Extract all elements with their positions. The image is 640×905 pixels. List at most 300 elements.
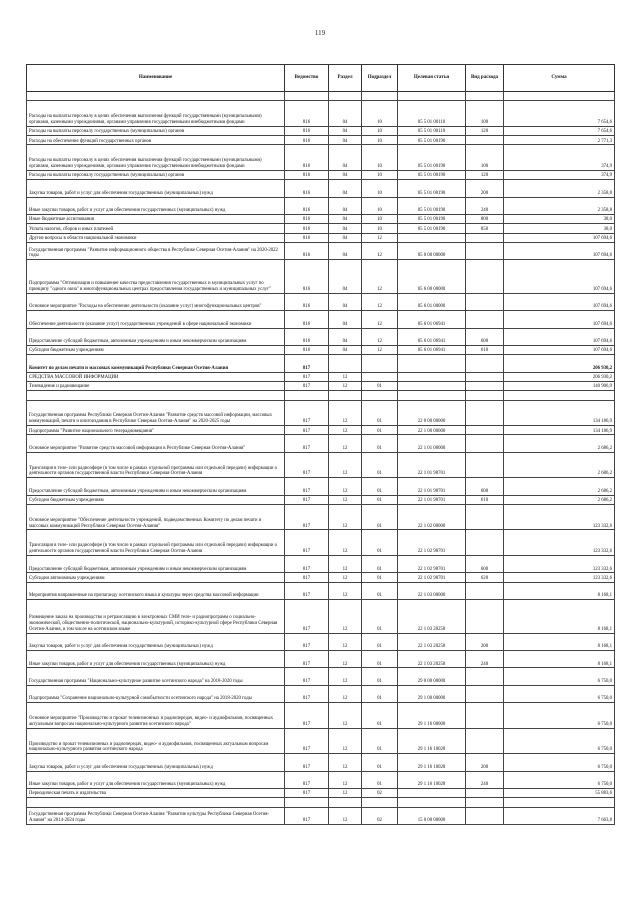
row-expense-type: 100 bbox=[466, 101, 504, 127]
row-name: Другие вопросы в области национальной экономики bbox=[27, 233, 285, 242]
row-target: 05 6 01 06941 bbox=[398, 328, 466, 345]
row-subsection: 01 bbox=[362, 382, 398, 391]
row-section: 12 bbox=[329, 600, 362, 634]
row-expense-type bbox=[466, 435, 504, 452]
row-expense-type bbox=[466, 685, 504, 702]
row-target: 05 5 01 00190 bbox=[398, 224, 466, 233]
row-department: 817 bbox=[285, 754, 329, 771]
table-row bbox=[27, 651, 615, 668]
row-department: 817 bbox=[285, 703, 329, 729]
row-department: 817 bbox=[285, 633, 329, 650]
table-row bbox=[27, 788, 615, 797]
row-amount: 2 686,2 bbox=[504, 478, 615, 495]
table-row bbox=[27, 728, 615, 754]
row-department: 817 bbox=[285, 788, 329, 797]
row-name: Размещение заказа на производство и ретрансляцию в электронных СМИ теле- и радиопрограмм о социально-экономической, общественно-политической, национально-культурной, историко-культурной сфере Республики Северная Осетия-Алания, в том числе на осетинском языке bbox=[27, 600, 285, 634]
row-target: 22 1 02 98701 bbox=[398, 573, 466, 582]
row-subsection: 12 bbox=[362, 260, 398, 294]
row-name: Подпрограмма "Сохранение национально-культурной самобытности осетинского народа" на 2018-2020 годы bbox=[27, 685, 285, 702]
row-target bbox=[398, 92, 466, 101]
row-target: 05 6 01 06941 bbox=[398, 311, 466, 328]
row-expense-type: 600 bbox=[466, 328, 504, 345]
row-department: 816 bbox=[285, 328, 329, 345]
row-amount: 38,0 bbox=[504, 224, 615, 233]
row-department: 817 bbox=[285, 452, 329, 478]
table-row bbox=[27, 170, 615, 179]
row-expense-type bbox=[466, 293, 504, 310]
row-subsection: 12 bbox=[362, 293, 398, 310]
row-subsection: 01 bbox=[362, 754, 398, 771]
row-expense-type: 800 bbox=[466, 214, 504, 223]
row-section: 04 bbox=[329, 180, 362, 197]
row-expense-type bbox=[466, 311, 504, 328]
table-row bbox=[27, 600, 615, 634]
table-row bbox=[27, 242, 615, 259]
row-section: 12 bbox=[329, 400, 362, 426]
row-department: 816 bbox=[285, 293, 329, 310]
row-name: Трансляция в теле- или радиоэфире (в том числе в рамках отдельной программы или отдельной передачи) информации о деятельности органов государственной власти Республики Северная Осетия-Алания bbox=[27, 452, 285, 478]
row-section: 04 bbox=[329, 311, 362, 328]
row-department: 817 bbox=[285, 355, 329, 372]
row-name: Расходы на выплаты персоналу государственных (муниципальных) органов bbox=[27, 126, 285, 135]
table-row bbox=[27, 346, 615, 355]
row-name: Основное мероприятие "Развитие средств массовой информации в Республике Северная Осетия-Алания" bbox=[27, 435, 285, 452]
row-expense-type: 240 bbox=[466, 197, 504, 214]
row-name: Закупка товаров, работ и услуг для обеспечения государственных (муниципальных) нужд bbox=[27, 633, 285, 650]
table-row bbox=[27, 145, 615, 171]
row-expense-type bbox=[466, 530, 504, 556]
table-row bbox=[27, 214, 615, 223]
row-subsection: 01 bbox=[362, 400, 398, 426]
row-expense-type: 100 bbox=[466, 145, 504, 171]
row-subsection: 10 bbox=[362, 101, 398, 127]
header-section: Раздел bbox=[329, 65, 362, 92]
table-row bbox=[27, 504, 615, 530]
row-section: 04 bbox=[329, 197, 362, 214]
row-expense-type bbox=[466, 703, 504, 729]
table-row bbox=[27, 435, 615, 452]
row-name: Мероприятия направленные на пропаганду осетинского языка и культуры через средства массовой информации bbox=[27, 582, 285, 599]
table-row bbox=[27, 180, 615, 197]
row-amount: 2 358,8 bbox=[504, 197, 615, 214]
table-row bbox=[27, 197, 615, 214]
row-subsection: 01 bbox=[362, 452, 398, 478]
row-expense-type bbox=[466, 668, 504, 685]
row-expense-type bbox=[466, 382, 504, 391]
row-target: 22 1 01 98701 bbox=[398, 478, 466, 495]
table-row bbox=[27, 798, 615, 807]
row-name: Основное мероприятие "Производство и прокат телевизионных и радиопередач, видео- и аудиофильмов, посвященных актуальным вопросам национально-культурного развития осетинского народа" bbox=[27, 703, 285, 729]
row-section: 04 bbox=[329, 328, 362, 345]
table-header-row bbox=[27, 65, 615, 92]
table-row bbox=[27, 382, 615, 391]
row-amount: 7 663,8 bbox=[504, 807, 615, 824]
row-amount: 6 750,0 bbox=[504, 754, 615, 771]
table-row bbox=[27, 136, 615, 145]
row-expense-type bbox=[466, 260, 504, 294]
row-department: 817 bbox=[285, 478, 329, 495]
row-subsection: 01 bbox=[362, 478, 398, 495]
row-subsection: 01 bbox=[362, 504, 398, 530]
row-department: 816 bbox=[285, 233, 329, 242]
table-row bbox=[27, 573, 615, 582]
row-name: Государственная программа "Национально-культурное развитие осетинского народа" на 2018-2020 годы bbox=[27, 668, 285, 685]
row-section: 04 bbox=[329, 170, 362, 179]
row-name: Производство и прокат телевизионных и радиопередач, видео- и аудиофильмов, посвященных актуальным вопросам национально-культурного развития осетинского народа bbox=[27, 728, 285, 754]
row-department: 817 bbox=[285, 668, 329, 685]
row-amount: 2 771,3 bbox=[504, 136, 615, 145]
row-target: 29 1 16 10028 bbox=[398, 754, 466, 771]
row-subsection bbox=[362, 391, 398, 400]
row-subsection: 12 bbox=[362, 328, 398, 345]
row-target bbox=[398, 798, 466, 807]
table-row bbox=[27, 391, 615, 400]
row-amount: 7 654,6 bbox=[504, 101, 615, 127]
row-section: 12 bbox=[329, 435, 362, 452]
table-row bbox=[27, 355, 615, 372]
row-subsection: 12 bbox=[362, 233, 398, 242]
table-row bbox=[27, 260, 615, 294]
row-section: 12 bbox=[329, 530, 362, 556]
row-section bbox=[329, 391, 362, 400]
row-section: 04 bbox=[329, 260, 362, 294]
row-subsection: 10 bbox=[362, 214, 398, 223]
row-expense-type bbox=[466, 582, 504, 599]
row-target: 05 5 01 00110 bbox=[398, 126, 466, 135]
row-expense-type bbox=[466, 728, 504, 754]
row-target: 05 5 01 00190 bbox=[398, 180, 466, 197]
row-amount: 107 694,6 bbox=[504, 233, 615, 242]
table-row bbox=[27, 555, 615, 572]
row-target: 05 5 01 00190 bbox=[398, 214, 466, 223]
row-department: 817 bbox=[285, 504, 329, 530]
table-row bbox=[27, 426, 615, 435]
table-row bbox=[27, 685, 615, 702]
row-target: 22 1 01 00000 bbox=[398, 435, 466, 452]
row-department bbox=[285, 391, 329, 400]
row-section: 12 bbox=[329, 382, 362, 391]
table-row bbox=[27, 668, 615, 685]
row-target: 05 0 00 00000 bbox=[398, 242, 466, 259]
row-amount: 107 694,6 bbox=[504, 311, 615, 328]
row-section: 04 bbox=[329, 346, 362, 355]
row-expense-type: 610 bbox=[466, 346, 504, 355]
row-section: 12 bbox=[329, 372, 362, 381]
row-section: 12 bbox=[329, 754, 362, 771]
row-target: 22 0 00 00000 bbox=[398, 400, 466, 426]
table-row bbox=[27, 703, 615, 729]
row-expense-type: 850 bbox=[466, 224, 504, 233]
row-subsection: 01 bbox=[362, 668, 398, 685]
table-row bbox=[27, 101, 615, 127]
row-name: Основное мероприятие "Обеспечение деятельности учреждений, подведомственных Комитету по делам печати и массовых коммуникаций Республики Северная Осетия-Алания" bbox=[27, 504, 285, 530]
header-expense-type: Вид расхода bbox=[466, 65, 504, 92]
row-section: 12 bbox=[329, 555, 362, 572]
row-department: 817 bbox=[285, 426, 329, 435]
table-row bbox=[27, 311, 615, 328]
row-department: 816 bbox=[285, 145, 329, 171]
row-name: Подпрограмма "Оптимизация и повышение качества предоставления государственных и муниципальных услуг по принципу "одного окна" в многофункциональных центрах предоставления государственных и муниципальных услуг" bbox=[27, 260, 285, 294]
row-name: Иные закупки товаров, работ и услуг для обеспечения государственных (муниципальных) нужд bbox=[27, 651, 285, 668]
row-name: Иные закупки товаров, работ и услуг для обеспечения государственных (муниципальных) нужд bbox=[27, 197, 285, 214]
row-subsection: 02 bbox=[362, 807, 398, 824]
row-section: 12 bbox=[329, 771, 362, 788]
row-expense-type bbox=[466, 400, 504, 426]
row-section: 12 bbox=[329, 651, 362, 668]
table-row bbox=[27, 807, 615, 824]
row-subsection: 01 bbox=[362, 582, 398, 599]
row-name: Трансляция в теле- или радиоэфире (в том числе в рамках отдельной программы или отдельной передачи) информации о деятельности органов государственной власти Республики Северная Осетия-Алания bbox=[27, 530, 285, 556]
row-section: 12 bbox=[329, 668, 362, 685]
row-amount: 134 186,9 bbox=[504, 426, 615, 435]
row-department: 817 bbox=[285, 728, 329, 754]
row-section: 04 bbox=[329, 242, 362, 259]
row-target: 29 0 00 00000 bbox=[398, 668, 466, 685]
table-row bbox=[27, 530, 615, 556]
header-target: Целевая статья bbox=[398, 65, 466, 92]
row-department bbox=[285, 798, 329, 807]
row-department: 816 bbox=[285, 242, 329, 259]
row-subsection: 12 bbox=[362, 346, 398, 355]
row-department: 816 bbox=[285, 311, 329, 328]
header-name: Наименование bbox=[27, 65, 285, 92]
row-department: 817 bbox=[285, 530, 329, 556]
row-amount: 6 750,0 bbox=[504, 685, 615, 702]
row-target: 29 1 16 00000 bbox=[398, 703, 466, 729]
row-name: Иные закупки товаров, работ и услуг для обеспечения государственных (муниципальных) нужд bbox=[27, 771, 285, 788]
row-expense-type: 620 bbox=[466, 573, 504, 582]
row-name: Расходы на выплаты персоналу государственных (муниципальных) органов bbox=[27, 170, 285, 179]
table-row bbox=[27, 293, 615, 310]
row-department: 817 bbox=[285, 600, 329, 634]
row-amount: 6 750,0 bbox=[504, 703, 615, 729]
row-subsection: 01 bbox=[362, 573, 398, 582]
row-name: Расходы на выплаты персоналу в целях обеспечения выполнения функций государственными (муниципальными) органами, казенными учреждениями, органами управления государственными внебюджетными фондами bbox=[27, 101, 285, 127]
row-amount: 7 654,6 bbox=[504, 126, 615, 135]
row-target: 05 6 01 06941 bbox=[398, 346, 466, 355]
row-target: 05 6 01 00000 bbox=[398, 293, 466, 310]
row-amount bbox=[504, 92, 615, 101]
row-target: 22 1 02 00000 bbox=[398, 504, 466, 530]
row-name: Уплата налогов, сборов и иных платежей bbox=[27, 224, 285, 233]
row-target: 22 1 03 20258 bbox=[398, 633, 466, 650]
row-target: 22 1 03 20258 bbox=[398, 600, 466, 634]
row-amount: 8 168,1 bbox=[504, 651, 615, 668]
row-section: 12 bbox=[329, 573, 362, 582]
row-name: Предоставление субсидий бюджетным, автономным учреждениям и иным некоммерческим организациям bbox=[27, 555, 285, 572]
row-department: 816 bbox=[285, 260, 329, 294]
row-subsection: 01 bbox=[362, 651, 398, 668]
row-amount: 140 906,9 bbox=[504, 382, 615, 391]
row-amount: 206 930,2 bbox=[504, 372, 615, 381]
row-name: Субсидии бюджетным учреждениям bbox=[27, 495, 285, 504]
row-amount: 107 694,6 bbox=[504, 242, 615, 259]
row-department: 817 bbox=[285, 651, 329, 668]
row-target: 22 1 00 00000 bbox=[398, 426, 466, 435]
row-amount: 6 750,0 bbox=[504, 728, 615, 754]
row-amount: 8 168,1 bbox=[504, 600, 615, 634]
row-department bbox=[285, 92, 329, 101]
row-name: Иные бюджетные ассигнования bbox=[27, 214, 285, 223]
row-name: Государственная программа Республики Северная Осетия-Алания "Развитие культуры Республики Северная Осетия-Алания" на 2014-2024 годы bbox=[27, 807, 285, 824]
row-subsection: 10 bbox=[362, 136, 398, 145]
row-amount: 6 750,0 bbox=[504, 771, 615, 788]
row-expense-type bbox=[466, 242, 504, 259]
row-subsection bbox=[362, 372, 398, 381]
table-row bbox=[27, 224, 615, 233]
row-target: 29 1 00 00000 bbox=[398, 685, 466, 702]
row-section: 04 bbox=[329, 293, 362, 310]
row-subsection: 10 bbox=[362, 224, 398, 233]
table-row bbox=[27, 478, 615, 495]
row-department: 817 bbox=[285, 382, 329, 391]
row-target: 05 5 01 00190 bbox=[398, 197, 466, 214]
table-row bbox=[27, 233, 615, 242]
row-name: СРЕДСТВА МАССОВОЙ ИНФОРМАЦИИ bbox=[27, 372, 285, 381]
table-row bbox=[27, 92, 615, 101]
row-expense-type bbox=[466, 788, 504, 797]
row-amount: 107 694,6 bbox=[504, 293, 615, 310]
row-expense-type: 240 bbox=[466, 651, 504, 668]
row-target: 22 1 02 98701 bbox=[398, 530, 466, 556]
row-target bbox=[398, 233, 466, 242]
row-section bbox=[329, 355, 362, 372]
row-name bbox=[27, 92, 285, 101]
row-target: 29 1 16 10028 bbox=[398, 728, 466, 754]
row-section: 12 bbox=[329, 633, 362, 650]
row-department: 817 bbox=[285, 685, 329, 702]
row-section: 12 bbox=[329, 478, 362, 495]
row-target: 15 0 00 00000 bbox=[398, 807, 466, 824]
row-expense-type bbox=[466, 92, 504, 101]
row-amount: 2 686,2 bbox=[504, 495, 615, 504]
header-amount: Сумма bbox=[504, 65, 615, 92]
row-target: 22 1 03 00000 bbox=[398, 582, 466, 599]
row-department: 816 bbox=[285, 197, 329, 214]
row-expense-type: 600 bbox=[466, 478, 504, 495]
row-subsection: 10 bbox=[362, 180, 398, 197]
row-section bbox=[329, 92, 362, 101]
row-amount: 123 332,6 bbox=[504, 573, 615, 582]
row-expense-type: 240 bbox=[466, 771, 504, 788]
table-row bbox=[27, 754, 615, 771]
row-expense-type: 200 bbox=[466, 754, 504, 771]
row-department: 817 bbox=[285, 495, 329, 504]
row-amount: 107 694,6 bbox=[504, 346, 615, 355]
row-amount: 206 930,2 bbox=[504, 355, 615, 372]
row-expense-type: 120 bbox=[466, 170, 504, 179]
row-name: Основное мероприятие "Расходы на обеспечение деятельности (оказание услуг) многофункциональных центров" bbox=[27, 293, 285, 310]
row-subsection: 12 bbox=[362, 311, 398, 328]
row-expense-type: 200 bbox=[466, 180, 504, 197]
row-amount: 55 883,6 bbox=[504, 788, 615, 797]
row-subsection: 10 bbox=[362, 197, 398, 214]
row-expense-type: 200 bbox=[466, 633, 504, 650]
table-row bbox=[27, 372, 615, 381]
row-expense-type bbox=[466, 504, 504, 530]
row-expense-type bbox=[466, 391, 504, 400]
row-subsection: 01 bbox=[362, 530, 398, 556]
row-name: Подпрограмма "Развитие национального телерадиовещания" bbox=[27, 426, 285, 435]
row-target bbox=[398, 355, 466, 372]
row-subsection: 12 bbox=[362, 242, 398, 259]
row-name: Обеспечение деятельности (оказание услуг) государственных учреждений в сфере национальной экономики bbox=[27, 311, 285, 328]
row-subsection: 01 bbox=[362, 728, 398, 754]
row-name: Расходы на обеспечение функций государственных органов bbox=[27, 136, 285, 145]
table-row bbox=[27, 495, 615, 504]
table-row bbox=[27, 452, 615, 478]
table-row bbox=[27, 633, 615, 650]
row-amount: 134 186,9 bbox=[504, 400, 615, 426]
table-row bbox=[27, 126, 615, 135]
header-department: Ведомство bbox=[285, 65, 329, 92]
row-section: 12 bbox=[329, 728, 362, 754]
row-subsection: 02 bbox=[362, 788, 398, 797]
row-target: 22 1 01 98701 bbox=[398, 495, 466, 504]
row-expense-type bbox=[466, 372, 504, 381]
row-department: 816 bbox=[285, 101, 329, 127]
row-name: Государственная программа Республики Северная Осетия-Алания "Развитие средств массовой информации, массовых коммуникаций, печати и книгоиздания в Республике Северная Осетия-Алания" на 2020-2025 годы bbox=[27, 400, 285, 426]
row-department: 816 bbox=[285, 224, 329, 233]
row-department: 817 bbox=[285, 582, 329, 599]
table-row bbox=[27, 400, 615, 426]
row-name bbox=[27, 391, 285, 400]
row-name: Комитет по делам печати и массовых коммуникаций Республики Северная Осетия-Алания bbox=[27, 355, 285, 372]
row-amount: 374,9 bbox=[504, 145, 615, 171]
row-section: 12 bbox=[329, 703, 362, 729]
row-amount: 123 332,6 bbox=[504, 555, 615, 572]
row-department: 816 bbox=[285, 214, 329, 223]
row-target: 29 1 16 10028 bbox=[398, 771, 466, 788]
row-target: 22 1 01 98701 bbox=[398, 452, 466, 478]
row-target: 05 5 01 00190 bbox=[398, 170, 466, 179]
row-subsection: 01 bbox=[362, 685, 398, 702]
table-row bbox=[27, 771, 615, 788]
row-name: Предоставление субсидий бюджетным, автономным учреждениям и иным некоммерческим организациям bbox=[27, 328, 285, 345]
row-name: Государственная программа "Развитие информационного общества в Республике Северная Осетия-Алания" на 2020-2022 годы bbox=[27, 242, 285, 259]
table-row bbox=[27, 328, 615, 345]
row-subsection: 01 bbox=[362, 771, 398, 788]
row-section: 04 bbox=[329, 101, 362, 127]
budget-table bbox=[26, 64, 615, 825]
row-subsection: 01 bbox=[362, 495, 398, 504]
row-section: 12 bbox=[329, 807, 362, 824]
row-expense-type bbox=[466, 798, 504, 807]
header-subsection: Подраздел bbox=[362, 65, 398, 92]
row-expense-type bbox=[466, 233, 504, 242]
row-section: 04 bbox=[329, 233, 362, 242]
row-section: 12 bbox=[329, 495, 362, 504]
row-subsection: 01 bbox=[362, 555, 398, 572]
row-name: Периодическая печать и издательства bbox=[27, 788, 285, 797]
row-expense-type bbox=[466, 452, 504, 478]
row-department: 817 bbox=[285, 400, 329, 426]
row-amount: 123 332,6 bbox=[504, 504, 615, 530]
row-target: 05 6 00 00000 bbox=[398, 260, 466, 294]
row-amount: 123 332,6 bbox=[504, 530, 615, 556]
row-name: Субсидии бюджетным учреждениям bbox=[27, 346, 285, 355]
row-section: 12 bbox=[329, 788, 362, 797]
row-amount: 2 358,8 bbox=[504, 180, 615, 197]
row-amount: 374,9 bbox=[504, 170, 615, 179]
row-department: 816 bbox=[285, 170, 329, 179]
row-amount: 2 686,2 bbox=[504, 435, 615, 452]
row-section: 12 bbox=[329, 504, 362, 530]
row-name: Закупка товаров, работ и услуг для обеспечения государственных (муниципальных) нужд bbox=[27, 180, 285, 197]
row-name bbox=[27, 798, 285, 807]
row-section: 04 bbox=[329, 136, 362, 145]
row-target bbox=[398, 391, 466, 400]
